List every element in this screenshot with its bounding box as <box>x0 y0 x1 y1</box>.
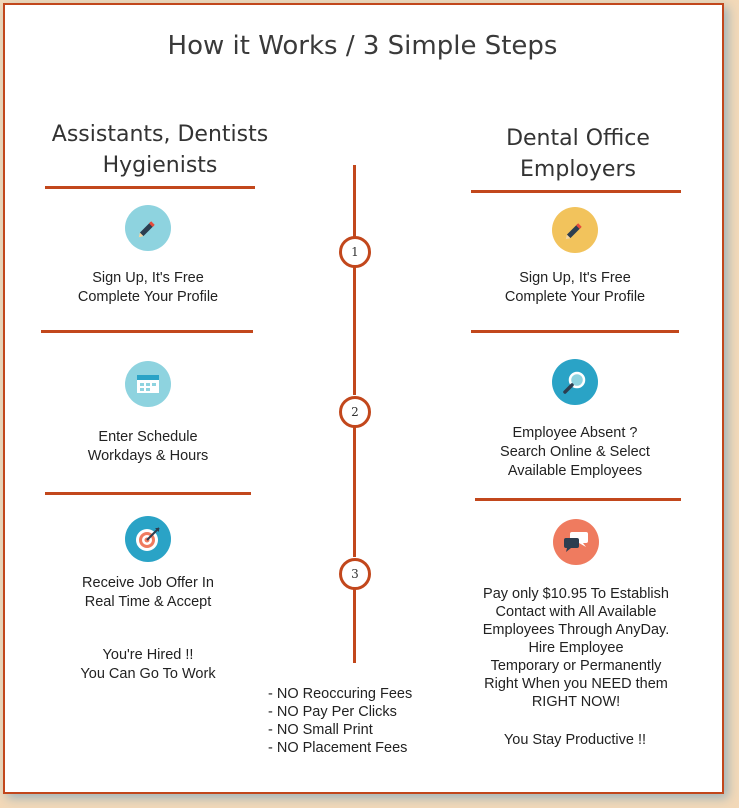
text-line: Contact with All Available <box>495 604 657 620</box>
timeline-line <box>353 589 356 663</box>
right-step-2-text <box>462 424 688 481</box>
text-line: Complete Your Profile <box>77 289 219 305</box>
left-divider <box>41 330 253 333</box>
text-line: Real Time & Accept <box>84 594 212 610</box>
target-icon <box>125 516 171 562</box>
chat-bubbles-icon <box>553 519 599 565</box>
left-divider <box>45 186 255 189</box>
step-number-3: 3 <box>339 558 371 590</box>
right-column-heading <box>453 123 703 185</box>
right-heading-line: Dental Office <box>506 126 650 151</box>
timeline-line <box>353 427 356 557</box>
calendar-icon <box>125 361 171 407</box>
text-line: Hire Employee <box>528 640 624 656</box>
text-line: Enter Schedule <box>98 429 198 445</box>
fee-item: - NO Small Print <box>268 722 373 738</box>
text-line: You're Hired !! <box>102 647 194 663</box>
left-heading-line: Hygienists <box>102 153 218 178</box>
text-line: Workdays & Hours <box>87 448 209 464</box>
text-line: Right When you NEED them <box>484 676 668 692</box>
left-step-2-text <box>35 428 261 466</box>
text-line: RIGHT NOW! <box>531 694 621 710</box>
timeline-line <box>353 165 356 237</box>
fee-item: - NO Pay Per Clicks <box>268 704 397 720</box>
left-step-3-text <box>35 574 261 612</box>
fees-list <box>268 685 412 757</box>
text-line: Employees Through AnyDay. <box>482 622 670 638</box>
text-line: You Can Go To Work <box>80 666 216 682</box>
left-column-heading <box>35 119 285 181</box>
text-line: Employee Absent ? <box>512 425 638 441</box>
fee-item: - NO Reoccuring Fees <box>268 686 413 702</box>
right-heading-line: Employers <box>520 157 636 182</box>
text-line: Available Employees <box>507 463 643 479</box>
text-line: Temporary or Permanently <box>490 658 662 674</box>
fee-item: - NO Placement Fees <box>268 740 408 756</box>
right-step-1-text <box>462 269 688 307</box>
left-heading-line: Assistants, Dentists <box>51 122 269 147</box>
text-line: Pay only $10.95 To Establish <box>483 586 669 602</box>
text-line: Sign Up, It's Free <box>519 270 631 286</box>
right-divider <box>471 190 681 193</box>
timeline-line <box>353 267 356 395</box>
text-line: Sign Up, It's Free <box>92 270 204 286</box>
content-frame <box>3 3 724 794</box>
step-number-2: 2 <box>339 396 371 428</box>
text-line: Complete Your Profile <box>504 289 646 305</box>
left-step-1-text <box>35 269 261 307</box>
pencil-icon <box>125 205 171 251</box>
left-divider <box>45 492 251 495</box>
text-line: Search Online & Select <box>500 444 650 460</box>
pencil-icon <box>552 207 598 253</box>
magnifier-icon <box>552 359 598 405</box>
step-number-1: 1 <box>339 236 371 268</box>
closing-message: You Stay Productive !! <box>503 732 647 748</box>
text-line: Receive Job Offer In <box>82 575 214 591</box>
page-title: How it Works / 3 Simple Steps <box>167 31 558 61</box>
hired-message <box>35 646 261 684</box>
right-step-3-text <box>457 585 695 711</box>
right-divider <box>471 330 679 333</box>
right-divider <box>475 498 681 501</box>
